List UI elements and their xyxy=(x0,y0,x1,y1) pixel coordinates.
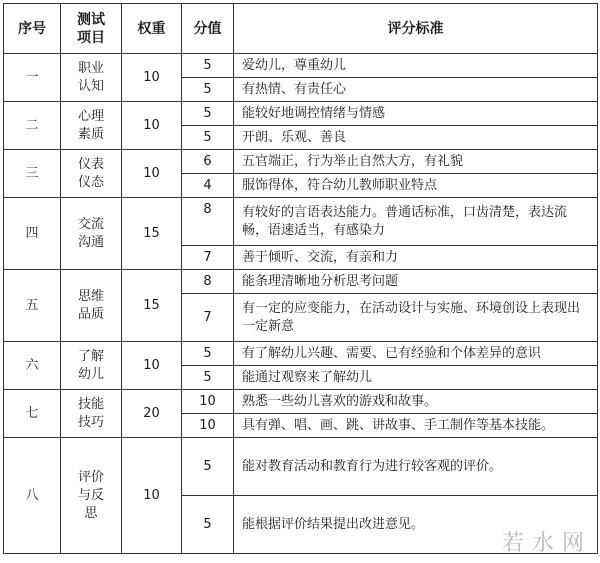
score-cell: 5 xyxy=(182,78,234,102)
score-cell: 7 xyxy=(182,294,234,342)
score-cell: 5 xyxy=(182,54,234,78)
header-seq: 序号 xyxy=(4,4,61,54)
table-row xyxy=(4,54,598,78)
score-cell: 10 xyxy=(182,390,234,414)
criteria-cell: 熟悉一些幼儿喜欢的游戏和故事。 xyxy=(234,390,598,414)
table-row xyxy=(4,102,598,126)
score-cell: 8 xyxy=(182,198,234,246)
item-cell xyxy=(61,150,122,198)
seq-cell: 六 xyxy=(4,342,61,390)
criteria-cell: 具有弹、唱、画、跳、讲故事、手工制作等基本技能。 xyxy=(234,414,598,438)
score-cell: 8 xyxy=(182,270,234,294)
criteria-cell: 能根据评价结果提出改进意见。 xyxy=(234,496,598,554)
seq-cell: 七 xyxy=(4,390,61,438)
score-cell: 7 xyxy=(182,246,234,270)
item-cell xyxy=(61,270,122,342)
header-item-text: 测试项目 xyxy=(77,11,105,46)
weight-cell: 15 xyxy=(122,198,182,270)
seq-cell: 二 xyxy=(4,102,61,150)
criteria-cell: 能对教育活动和教育行为进行较客观的评价。 xyxy=(234,438,598,496)
weight-cell: 15 xyxy=(122,270,182,342)
score-cell: 5 xyxy=(182,126,234,150)
item-cell xyxy=(61,438,122,554)
scoring-table xyxy=(3,3,598,554)
score-cell: 4 xyxy=(182,174,234,198)
criteria-cell: 善于倾听、交流，有亲和力 xyxy=(234,246,598,270)
header-row xyxy=(4,4,598,54)
seq-cell: 五 xyxy=(4,270,61,342)
table-row xyxy=(4,390,598,414)
header-item xyxy=(61,4,122,54)
seq-cell: 三 xyxy=(4,150,61,198)
criteria-cell: 五官端正，行为举止自然大方，有礼貌 xyxy=(234,150,598,174)
item-text: 评价与反思 xyxy=(77,469,104,521)
criteria-cell: 开朗、乐观、善良 xyxy=(234,126,598,150)
score-cell: 6 xyxy=(182,150,234,174)
weight-cell: 10 xyxy=(122,438,182,554)
criteria-cell: 服饰得体，符合幼儿教师职业特点 xyxy=(234,174,598,198)
header-criteria: 评分标准 xyxy=(234,4,598,54)
table-row xyxy=(4,150,598,174)
criteria-cell: 能通过观察来了解幼儿 xyxy=(234,366,598,390)
item-cell xyxy=(61,102,122,150)
table-row xyxy=(4,270,598,294)
criteria-cell: 有了解幼儿兴趣、需要、已有经验和个体差异的意识 xyxy=(234,342,598,366)
item-text: 了解幼儿 xyxy=(77,348,104,382)
criteria-cell: 能条理清晰地分析思考问题 xyxy=(234,270,598,294)
item-cell xyxy=(61,342,122,390)
weight-cell: 10 xyxy=(122,54,182,102)
score-cell: 5 xyxy=(182,438,234,496)
item-cell xyxy=(61,54,122,102)
criteria-cell: 有一定的应变能力，在活动设计与实施、环境创设上表现出一定新意 xyxy=(234,294,598,342)
weight-cell: 20 xyxy=(122,390,182,438)
header-weight: 权重 xyxy=(122,4,182,54)
seq-cell: 四 xyxy=(4,198,61,270)
weight-cell: 10 xyxy=(122,102,182,150)
item-cell xyxy=(61,198,122,270)
item-cell xyxy=(61,390,122,438)
watermark: 若水网 xyxy=(501,531,592,556)
item-text: 技能技巧 xyxy=(77,396,104,430)
table-row xyxy=(4,198,598,246)
weight-cell: 10 xyxy=(122,150,182,198)
score-cell: 5 xyxy=(182,102,234,126)
criteria-cell: 能较好地调控情绪与情感 xyxy=(234,102,598,126)
table-row xyxy=(4,342,598,366)
score-cell: 5 xyxy=(182,366,234,390)
score-cell: 5 xyxy=(182,342,234,366)
weight-cell: 10 xyxy=(122,342,182,390)
seq-cell: 一 xyxy=(4,54,61,102)
item-text: 职业认知 xyxy=(77,60,104,94)
table-row xyxy=(4,438,598,496)
criteria-cell: 爱幼儿，尊重幼儿 xyxy=(234,54,598,78)
seq-cell: 八 xyxy=(4,438,61,554)
item-text: 交流沟通 xyxy=(77,216,104,250)
item-text: 思维品质 xyxy=(77,288,104,322)
header-score: 分值 xyxy=(182,4,234,54)
item-text: 仪表仪态 xyxy=(77,156,104,190)
criteria-cell: 有较好的言语表达能力。普通话标准，口齿清楚，表达流畅，语速适当，有感染力 xyxy=(234,198,598,246)
score-cell: 10 xyxy=(182,414,234,438)
item-text: 心理素质 xyxy=(77,108,104,142)
score-cell: 5 xyxy=(182,496,234,554)
criteria-cell: 有热情、有责任心 xyxy=(234,78,598,102)
